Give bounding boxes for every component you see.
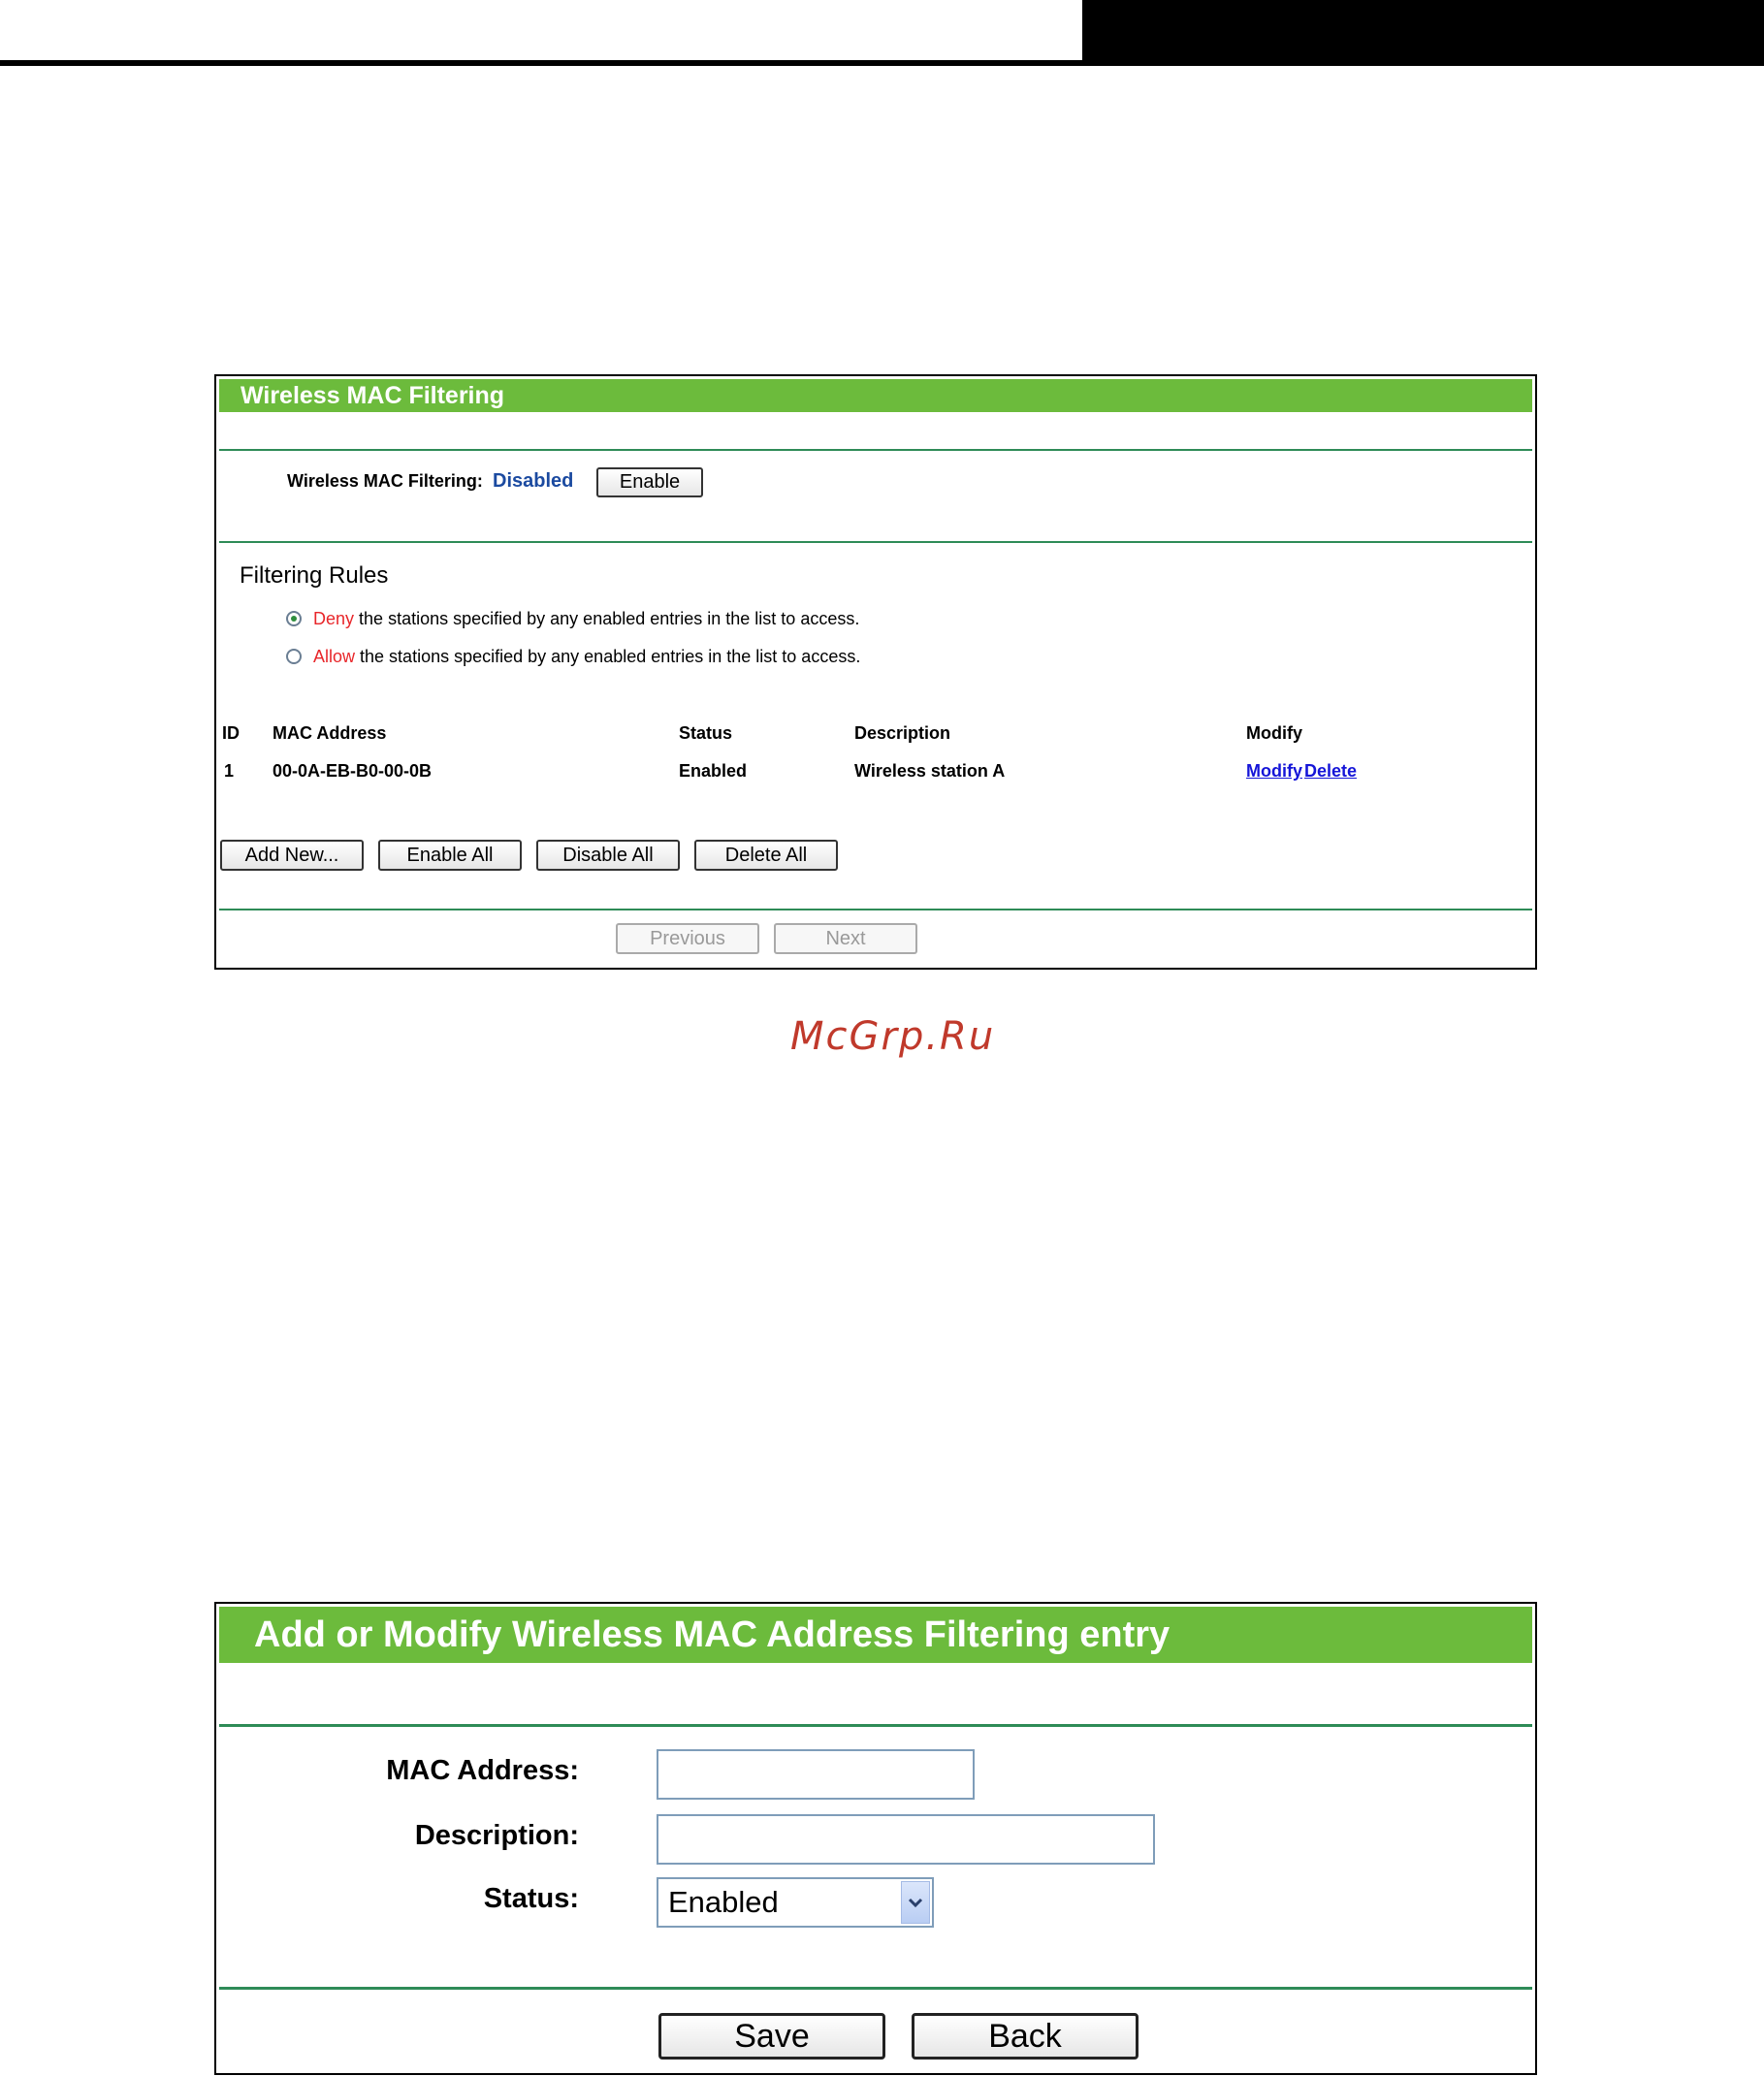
mac-address-input[interactable] — [657, 1749, 975, 1800]
deny-keyword: Deny — [313, 609, 355, 628]
delete-all-button[interactable]: Delete All — [694, 840, 838, 871]
allow-description: the stations specified by any enabled entries in the list to access. — [360, 647, 861, 666]
allow-keyword: Allow — [313, 647, 356, 666]
save-button[interactable]: Save — [658, 2013, 885, 2060]
row-description: Wireless station A — [854, 761, 1006, 781]
back-button[interactable]: Back — [912, 2013, 1139, 2060]
chevron-down-icon[interactable] — [901, 1881, 930, 1924]
column-header-status: Status — [679, 723, 733, 743]
divider — [219, 1724, 1532, 1727]
divider — [219, 909, 1532, 910]
status-selected-value: Enabled — [668, 1885, 779, 1919]
deny-rule-text — [313, 609, 859, 629]
row-mac-address: 00-0A-EB-B0-00-0B — [273, 761, 433, 781]
enable-all-button[interactable]: Enable All — [378, 840, 522, 871]
delete-link[interactable]: Delete — [1304, 761, 1358, 781]
panel-title: Add or Modify Wireless MAC Address Filtering entry — [219, 1607, 1532, 1663]
deny-description: the stations specified by any enabled entries in the list to access. — [359, 609, 860, 628]
column-header-modify: Modify — [1246, 723, 1302, 743]
status-select[interactable] — [657, 1877, 934, 1928]
header-block — [1082, 0, 1764, 66]
filtering-rules-heading: Filtering Rules — [240, 562, 389, 589]
status-label: Status: — [483, 1883, 579, 1914]
deny-radio[interactable] — [286, 611, 302, 626]
previous-button[interactable]: Previous — [616, 923, 759, 954]
watermark-text: McGrp.Ru — [790, 1014, 996, 1059]
add-new-button[interactable]: Add New... — [220, 840, 364, 871]
allow-radio[interactable] — [286, 649, 302, 664]
disable-all-button[interactable]: Disable All — [536, 840, 680, 871]
mac-filtering-status: Disabled — [493, 470, 574, 492]
mac-filtering-label: Wireless MAC Filtering: — [287, 471, 483, 491]
mac-filtering-panel — [214, 374, 1537, 970]
description-label: Description: — [414, 1820, 579, 1851]
divider — [219, 541, 1532, 543]
description-input[interactable] — [657, 1814, 1155, 1865]
divider — [219, 1987, 1532, 1990]
column-header-description: Description — [854, 723, 951, 743]
next-button[interactable]: Next — [774, 923, 917, 954]
column-header-mac-address: MAC Address — [273, 723, 387, 743]
column-header-id: ID — [222, 723, 240, 743]
modify-link[interactable]: Modify — [1246, 761, 1302, 781]
mac-address-label: MAC Address: — [386, 1755, 579, 1786]
allow-rule-text — [313, 647, 860, 667]
enable-button[interactable]: Enable — [596, 467, 703, 497]
divider — [219, 449, 1532, 451]
panel-title: Wireless MAC Filtering — [219, 379, 1532, 412]
row-status: Enabled — [679, 761, 748, 781]
row-id: 1 — [224, 761, 235, 781]
add-modify-entry-panel — [214, 1602, 1537, 2075]
